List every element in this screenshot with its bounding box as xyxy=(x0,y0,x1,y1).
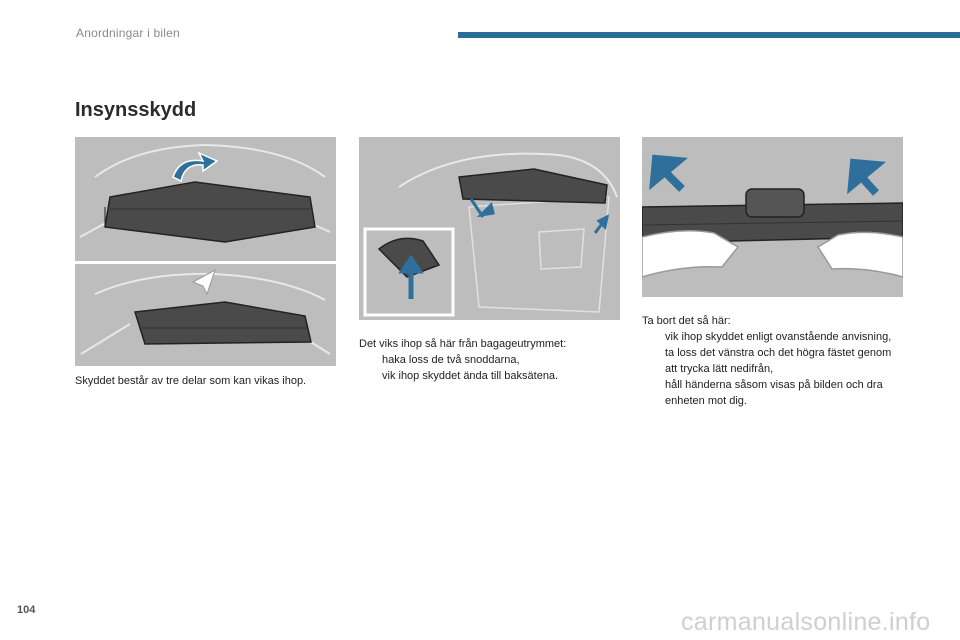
header-accent-bar xyxy=(458,32,960,38)
caption-intro: Ta bort det så här: xyxy=(642,315,731,327)
illustration-cover-folding xyxy=(75,137,336,261)
page-number: 104 xyxy=(17,604,36,616)
watermark: carmanualsonline.info xyxy=(681,608,931,636)
caption-text: Skyddet består av tre delar som kan vikas ihop. xyxy=(75,375,307,387)
illustration-cover-folded xyxy=(75,264,336,366)
column-3-caption xyxy=(642,313,904,409)
page-title: Insynsskydd xyxy=(75,99,197,121)
list-item xyxy=(359,352,621,368)
column-1-caption xyxy=(75,373,345,389)
list-item xyxy=(359,368,621,384)
illustration-unhook-cords xyxy=(359,137,620,320)
list-item-text: ta loss det vänstra och det högra fästet genom att trycka lätt nedifrån, xyxy=(665,347,892,375)
list-item-text: håll händerna såsom visas på bilden och dra enheten mot dig. xyxy=(665,379,883,407)
instruction-list xyxy=(359,352,621,384)
list-item-text: vik ihop skyddet enligt ovanstående anvisning, xyxy=(665,331,892,343)
list-item xyxy=(642,345,904,377)
list-item xyxy=(642,377,904,409)
list-item-text: vik ihop skyddet ända till baksätena. xyxy=(382,370,559,382)
column-2-caption xyxy=(359,336,621,384)
illustration-remove-unit xyxy=(642,137,903,297)
caption-intro: Det viks ihop så här från bagageutrymmet: xyxy=(359,338,567,350)
list-item-text: haka loss de två snoddarna, xyxy=(382,354,520,366)
instruction-list xyxy=(642,329,904,409)
list-item xyxy=(642,329,904,345)
section-header-title: Anordningar i bilen xyxy=(76,26,180,40)
